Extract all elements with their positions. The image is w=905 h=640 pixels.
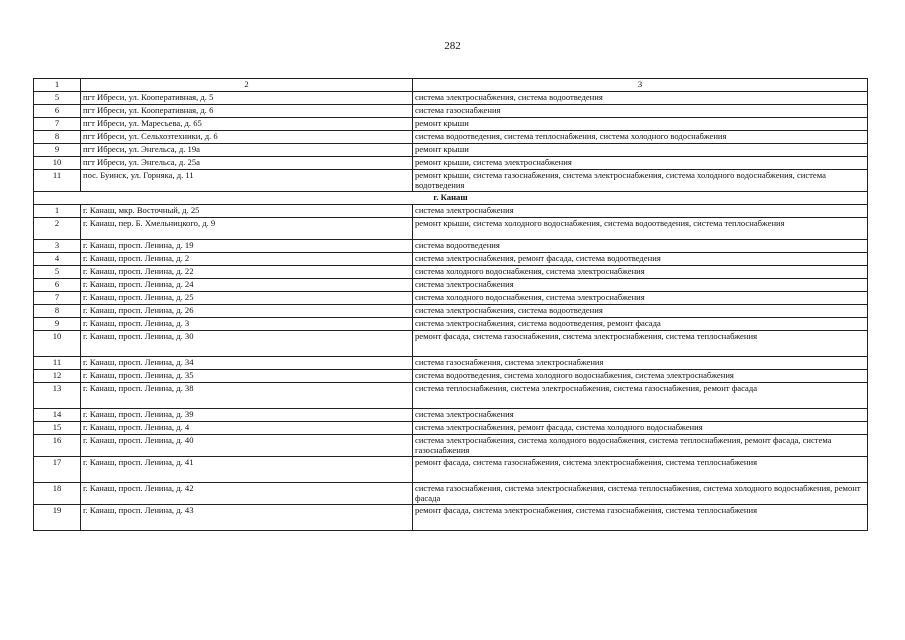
row-address: г. Канаш, просп. Ленина, д. 40 (81, 435, 413, 457)
row-work-types: система газоснабжения (413, 105, 868, 118)
row-address: г. Канаш, просп. Ленина, д. 30 (81, 331, 413, 357)
row-work-types: система водоотведения (413, 240, 868, 253)
row-address: пос. Буинск, ул. Горняка, д. 11 (81, 170, 413, 192)
table-row (34, 409, 868, 422)
row-number: 13 (34, 383, 81, 409)
row-number: 9 (34, 318, 81, 331)
row-number: 19 (34, 505, 81, 531)
table-row (34, 457, 868, 483)
row-address: г. Канаш, просп. Ленина, д. 38 (81, 383, 413, 409)
header-col-1: 1 (34, 79, 81, 92)
table-row (34, 279, 868, 292)
row-address: г. Канаш, просп. Ленина, д. 41 (81, 457, 413, 483)
row-number: 5 (34, 266, 81, 279)
row-address: г. Канаш, просп. Ленина, д. 25 (81, 292, 413, 305)
table-row (34, 157, 868, 170)
table-row (34, 292, 868, 305)
table-row (34, 505, 868, 531)
table-row (34, 357, 868, 370)
row-work-types: система электроснабжения (413, 409, 868, 422)
row-address: г. Канаш, просп. Ленина, д. 3 (81, 318, 413, 331)
row-work-types: система электроснабжения (413, 205, 868, 218)
row-work-types: ремонт фасада, система электроснабжения, система газоснабжения, система теплоснабжения (413, 505, 868, 531)
city-section-row (34, 192, 868, 205)
row-address: г. Канаш, просп. Ленина, д. 35 (81, 370, 413, 383)
row-address: пгт Ибреси, ул. Энгельса, д. 25а (81, 157, 413, 170)
row-work-types: ремонт крыши (413, 144, 868, 157)
row-number: 8 (34, 305, 81, 318)
row-work-types: система электроснабжения (413, 279, 868, 292)
row-address: г. Канаш, просп. Ленина, д. 19 (81, 240, 413, 253)
row-number: 17 (34, 457, 81, 483)
row-address: г. Канаш, просп. Ленина, д. 42 (81, 483, 413, 505)
row-number: 3 (34, 240, 81, 253)
row-number: 9 (34, 144, 81, 157)
row-work-types: система газоснабжения, система электроснабжения, система теплоснабжения, система холодного водоснабжения, ремонт фасада (413, 483, 868, 505)
row-number: 7 (34, 292, 81, 305)
table-row (34, 305, 868, 318)
header-col-2: 2 (81, 79, 413, 92)
row-work-types: ремонт крыши (413, 118, 868, 131)
table-row (34, 318, 868, 331)
row-number: 7 (34, 118, 81, 131)
row-number: 8 (34, 131, 81, 144)
table-row (34, 118, 868, 131)
row-work-types: система электроснабжения, система водоотведения (413, 305, 868, 318)
row-work-types: система холодного водоснабжения, система электроснабжения (413, 266, 868, 279)
table-row (34, 144, 868, 157)
row-work-types: система электроснабжения, ремонт фасада, система водоотведения (413, 253, 868, 266)
table-row (34, 240, 868, 253)
table-row (34, 483, 868, 505)
row-number: 6 (34, 105, 81, 118)
table-row (34, 435, 868, 457)
row-number: 4 (34, 253, 81, 266)
table-row (34, 170, 868, 192)
row-number: 6 (34, 279, 81, 292)
row-work-types: система водоотведения, система теплоснабжения, система холодного водоснабжения (413, 131, 868, 144)
housing-repair-table (33, 78, 868, 531)
row-number: 14 (34, 409, 81, 422)
row-work-types: ремонт крыши, система электроснабжения (413, 157, 868, 170)
row-work-types: система электроснабжения, система холодного водоснабжения, система теплоснабжения, ремонт фасада, система газоснабжения (413, 435, 868, 457)
row-number: 12 (34, 370, 81, 383)
row-address: пгт Ибреси, ул. Маресьева, д. 65 (81, 118, 413, 131)
row-number: 10 (34, 331, 81, 357)
row-address: пгт Ибреси, ул. Кооперативная, д. 5 (81, 92, 413, 105)
table-row (34, 266, 868, 279)
row-number: 10 (34, 157, 81, 170)
row-address: г. Канаш, мкр. Восточный, д. 25 (81, 205, 413, 218)
table-row (34, 370, 868, 383)
table-row (34, 331, 868, 357)
row-address: пгт Ибреси, ул. Кооперативная, д. 6 (81, 105, 413, 118)
row-address: г. Канаш, просп. Ленина, д. 4 (81, 422, 413, 435)
row-work-types: ремонт фасада, система газоснабжения, система электроснабжения, система теплоснабжения (413, 331, 868, 357)
row-address: г. Канаш, просп. Ленина, д. 24 (81, 279, 413, 292)
city-section-title: г. Канаш (34, 192, 868, 205)
row-number: 18 (34, 483, 81, 505)
row-work-types: система электроснабжения, ремонт фасада, система холодного водоснабжения (413, 422, 868, 435)
row-work-types: ремонт крыши, система холодного водоснабжения, система водоотведения, система теплоснабжения (413, 218, 868, 240)
row-address: пгт Ибреси, ул. Энгельса, д. 19а (81, 144, 413, 157)
row-number: 16 (34, 435, 81, 457)
row-work-types: система холодного водоснабжения, система электроснабжения (413, 292, 868, 305)
table-row (34, 92, 868, 105)
table-row (34, 205, 868, 218)
row-number: 11 (34, 357, 81, 370)
table-row (34, 422, 868, 435)
row-address: г. Канаш, просп. Ленина, д. 22 (81, 266, 413, 279)
row-address: пгт Ибреси, ул. Сельхозтехники, д. 6 (81, 131, 413, 144)
table-row (34, 131, 868, 144)
row-work-types: система электроснабжения, система водоотведения, ремонт фасада (413, 318, 868, 331)
row-address: г. Канаш, просп. Ленина, д. 43 (81, 505, 413, 531)
row-number: 11 (34, 170, 81, 192)
row-address: г. Канаш, просп. Ленина, д. 26 (81, 305, 413, 318)
row-number: 1 (34, 205, 81, 218)
row-number: 2 (34, 218, 81, 240)
row-address: г. Канаш, пер. Б. Хмельницкого, д. 9 (81, 218, 413, 240)
table-row (34, 253, 868, 266)
row-work-types: ремонт фасада, система газоснабжения, система электроснабжения, система теплоснабжения (413, 457, 868, 483)
row-work-types: система газоснабжения, система электроснабжения (413, 357, 868, 370)
row-work-types: система теплоснабжения, система электроснабжения, система газоснабжения, ремонт фасада (413, 383, 868, 409)
table-row (34, 218, 868, 240)
table-row (34, 105, 868, 118)
row-address: г. Канаш, просп. Ленина, д. 39 (81, 409, 413, 422)
row-address: г. Канаш, просп. Ленина, д. 2 (81, 253, 413, 266)
row-work-types: система электроснабжения, система водоотведения (413, 92, 868, 105)
row-work-types: система водоотведения, система холодного водоснабжения, система электроснабжения (413, 370, 868, 383)
page-number: 282 (444, 40, 461, 52)
table-header-row (34, 79, 868, 92)
row-number: 15 (34, 422, 81, 435)
table-row (34, 383, 868, 409)
row-number: 5 (34, 92, 81, 105)
row-address: г. Канаш, просп. Ленина, д. 34 (81, 357, 413, 370)
row-work-types: ремонт крыши, система газоснабжения, система электроснабжения, система холодного водоснабжения, система водотведения (413, 170, 868, 192)
header-col-3: 3 (413, 79, 868, 92)
